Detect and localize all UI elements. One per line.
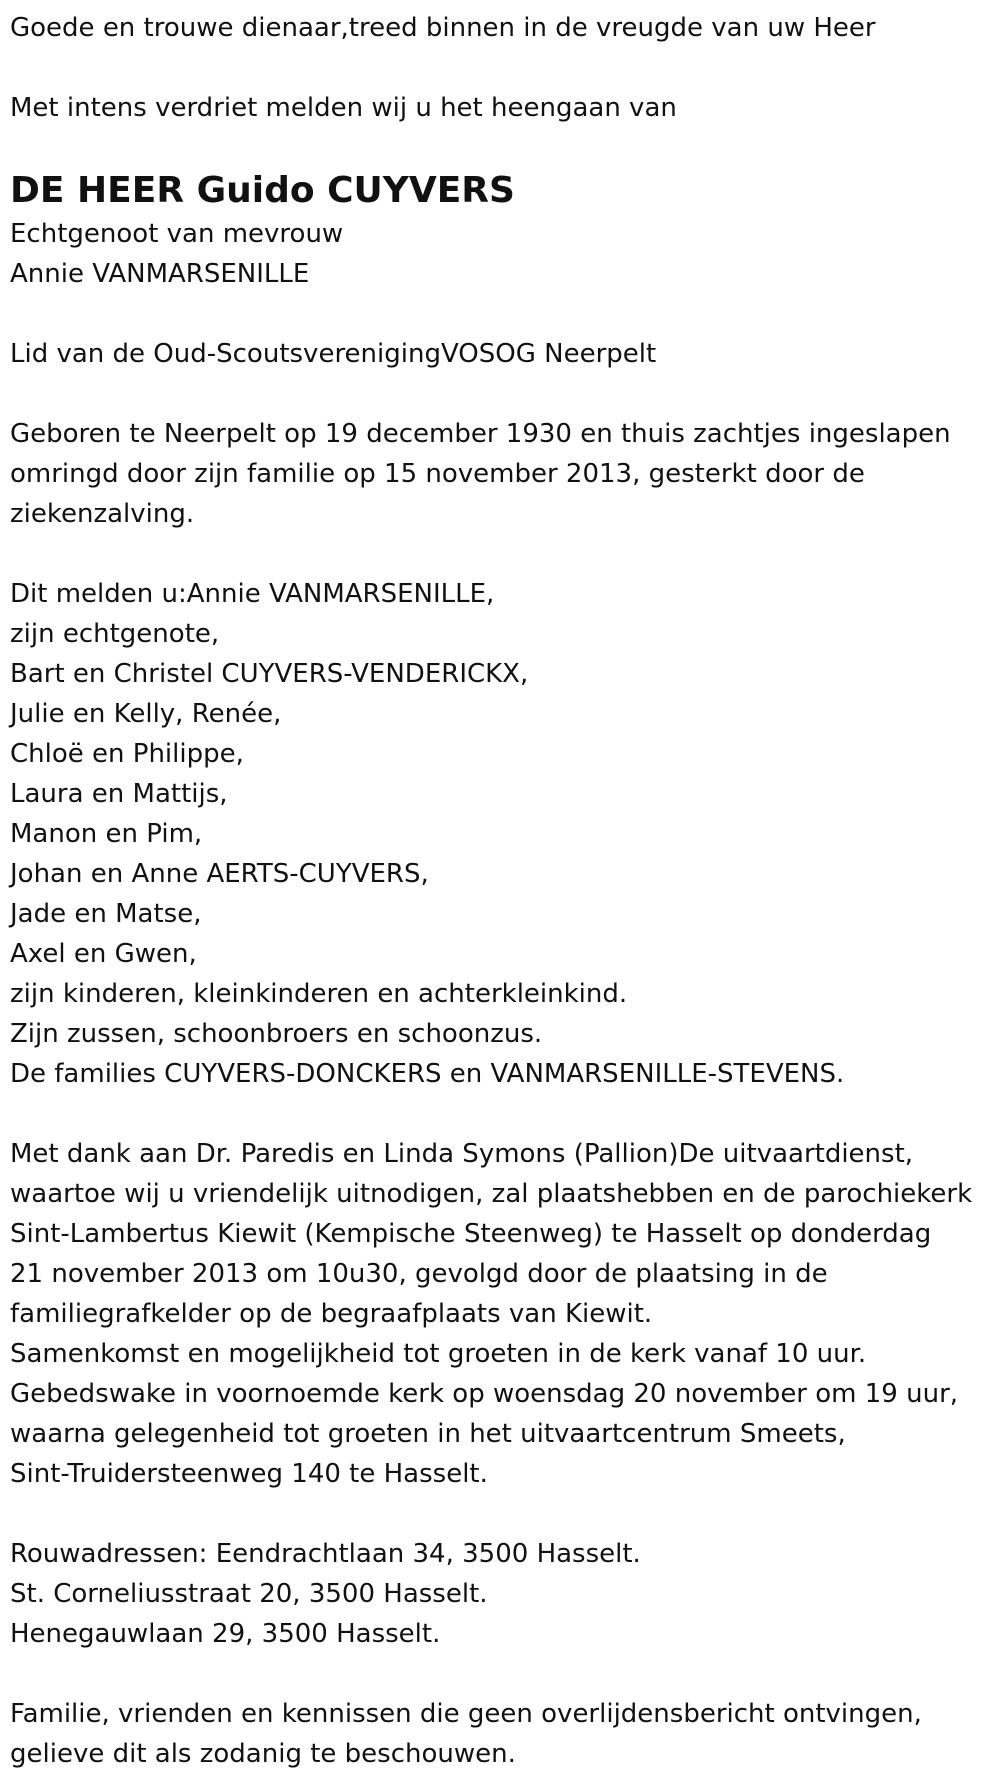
mourning-addresses xyxy=(10,1534,990,1654)
paragraph-line: Sint-Lambertus Kiewit (Kempische Steenweg) te Hasselt op donderdag xyxy=(10,1219,932,1249)
paragraph-line: waartoe wij u vriendelijk uitnodigen, zal plaatshebben en de parochiekerk xyxy=(10,1179,973,1209)
family-list xyxy=(10,574,990,1094)
family-line: zijn echtgenote, xyxy=(10,619,220,649)
spacer xyxy=(10,534,990,574)
deceased-name: DE HEER Guido CUYVERS xyxy=(10,170,515,211)
address-line: Henegauwlaan 29, 3500 Hasselt. xyxy=(10,1619,441,1649)
address-line: Rouwadressen: Eendrachtlaan 34, 3500 Hasselt. xyxy=(10,1539,641,1569)
family-line: Johan en Anne AERTS-CUYVERS, xyxy=(10,859,429,889)
family-line: Manon en Pim, xyxy=(10,819,203,849)
spacer xyxy=(10,1494,990,1534)
spacer xyxy=(10,1094,990,1134)
paragraph-line: gelieve dit als zodanig te beschouwen. xyxy=(10,1739,516,1769)
paragraph-line: 21 november 2013 om 10u30, gevolgd door de plaatsing in de xyxy=(10,1259,828,1289)
family-line: Zijn zussen, schoonbroers en schoonzus. xyxy=(10,1019,543,1049)
family-line: Julie en Kelly, Renée, xyxy=(10,699,282,729)
family-line: Chloë en Philippe, xyxy=(10,739,244,769)
opening-verse: Goede en trouwe dienaar,treed binnen in de vreugde van uw Heer xyxy=(10,13,876,43)
paragraph-line: waarna gelegenheid tot groeten in het uitvaartcentrum Smeets, xyxy=(10,1419,846,1449)
paragraph-line: ziekenzalving. xyxy=(10,499,195,529)
funeral-paragraph xyxy=(10,1134,990,1494)
birth-death-paragraph xyxy=(10,414,990,534)
family-line: Axel en Gwen, xyxy=(10,939,197,969)
paragraph-line: Sint-Truidersteenweg 140 te Hasselt. xyxy=(10,1459,488,1489)
paragraph-line: Samenkomst en mogelijkheid tot groeten in de kerk vanaf 10 uur. xyxy=(10,1339,867,1369)
spacer xyxy=(10,128,990,168)
paragraph-line: Met dank aan Dr. Paredis en Linda Symons (Pallion)De uitvaartdienst, xyxy=(10,1139,914,1169)
paragraph-line: Geboren te Neerpelt op 19 december 1930 en thuis zachtjes ingeslapen xyxy=(10,419,951,449)
family-line: De families CUYVERS-DONCKERS en VANMARSENILLE-STEVENS. xyxy=(10,1059,845,1089)
address-line: St. Corneliusstraat 20, 3500 Hasselt. xyxy=(10,1579,488,1609)
spacer xyxy=(10,294,990,334)
paragraph-line: omringd door zijn familie op 15 november 2013, gesterkt door de xyxy=(10,459,865,489)
spacer xyxy=(10,48,990,88)
membership-text: Lid van de Oud-ScoutsverenigingVOSOG Neerpelt xyxy=(10,339,657,369)
paragraph-line: familiegrafkelder op de begraafplaats van Kiewit. xyxy=(10,1299,653,1329)
paragraph-line: Gebedswake in voornoemde kerk op woensdag 20 november om 19 uur, xyxy=(10,1379,959,1409)
family-line: Laura en Mattijs, xyxy=(10,779,228,809)
spouse-line-1: Echtgenoot van mevrouw xyxy=(10,219,344,249)
family-line: zijn kinderen, kleinkinderen en achterkleinkind. xyxy=(10,979,628,1009)
family-line: Bart en Christel CUYVERS-VENDERICKX, xyxy=(10,659,529,689)
paragraph-line: Familie, vrienden en kennissen die geen overlijdensbericht ontvingen, xyxy=(10,1699,922,1729)
spacer xyxy=(10,1654,990,1694)
family-line: Jade en Matse, xyxy=(10,899,202,929)
family-line: Dit melden u:Annie VANMARSENILLE, xyxy=(10,579,495,609)
closing-paragraph xyxy=(10,1694,990,1774)
announcement-text: Met intens verdriet melden wij u het heengaan van xyxy=(10,93,677,123)
spacer xyxy=(10,374,990,414)
spouse-line-2: Annie VANMARSENILLE xyxy=(10,259,310,289)
